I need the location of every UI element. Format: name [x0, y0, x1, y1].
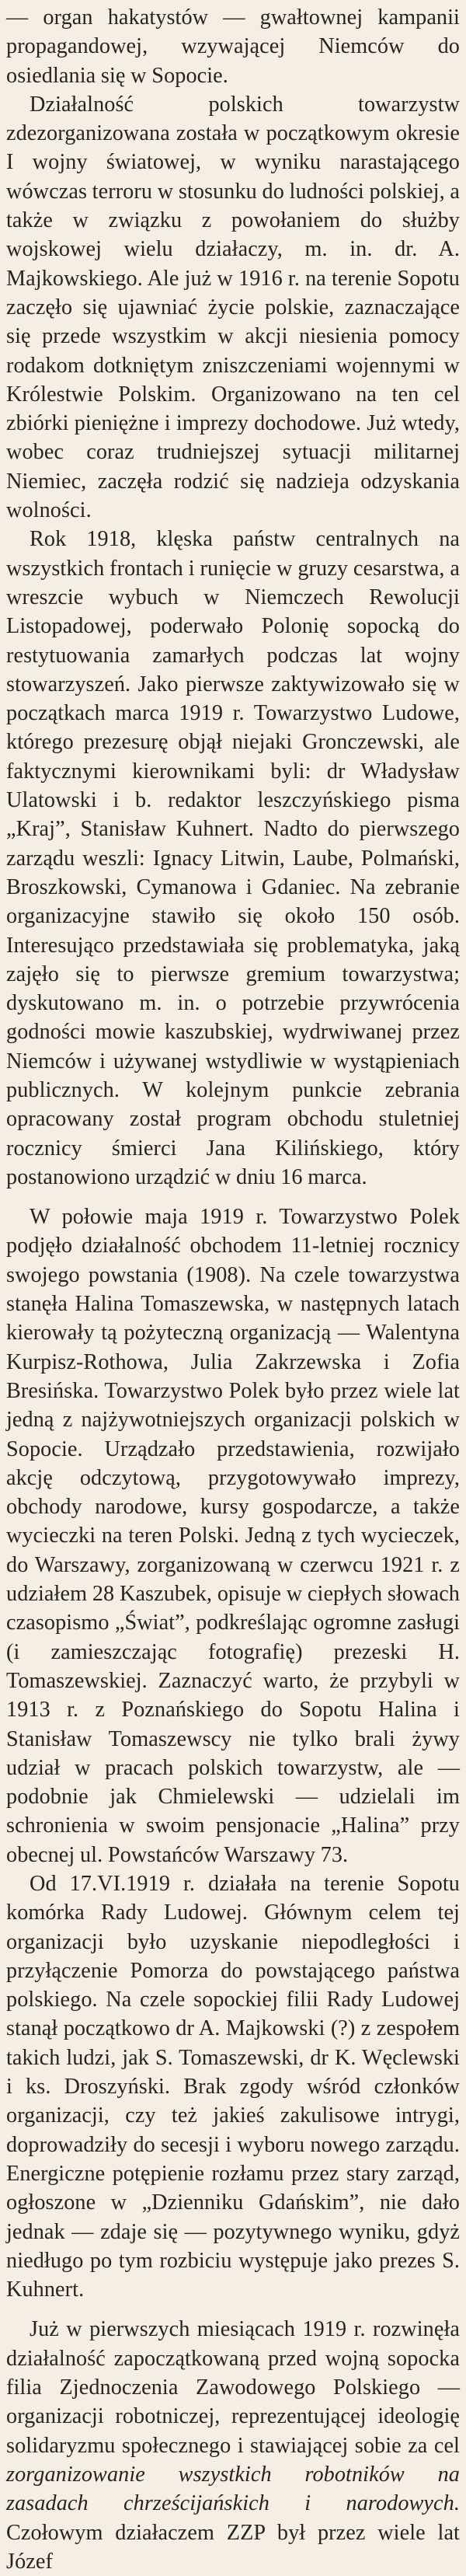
article-paragraph: [6, 2315, 460, 2576]
paragraph-text: Już w pierwszych miesiącach 1919 r. rozwinęła działalność zapoczątkowaną przed wojną sopocka filia Zjednoczenia Zawodowego Polskiego — organizacji robotniczej, reprezentującej ideologię solidaryzmu społecznego i stawiającej sobie za cel: [6, 2317, 460, 2458]
article-paragraph: [6, 1869, 460, 2304]
paragraph-text: W połowie maja 1919 r. Towarzystwo Polek podjęło działalność obchodem 11-letniej rocznicy swojego powstania (1908). Na czele towarzystwa stanęła Halina Tomaszewska, w następnych latach kierowały tą pożyteczną organizacją — Walentyna Kurpisz-Rothowa, Julia Zakrzewska i Zofia Bresińska. Towarzystwo Polek było przez wiele lat jedną z najżywotniejszych organizacji polskich w Sopocie. Urządzało przedstawienia, rozwijało akcję odczytową, przygotowywało imprezy, obchody narodowe, kursy gospodarcze, a także wycieczki na teren Polski. Jedną z tych wycieczek, do Warszawy, zorganizowaną w czerwcu 1921 r. z udziałem 28 Kaszubek, opisuje w ciepłych słowach czasopismo „Świat”, podkreślając ogromne zasługi (i zamieszczając fotografię) prezeski H. Tomaszewskiej. Zaznaczyć warto, że przybyli w 1913 r. z Poznańskiego do Sopotu Halina i Stanisław Tomaszewscy nie tylko brali żywy udział w pracach polskich towarzystw, ale — podobnie jak Chmielewski — udzielali im schronienia w swoim pensjonacie „Halina” przy obecnej ul. Powstańców Warszawy 73.: [6, 1205, 460, 1867]
article-paragraph: [6, 3, 460, 90]
italic-text: zorganizowanie wszystkich robotników na zasadach chrześcijańskich i narodowych.: [6, 2462, 460, 2516]
article-paragraph: [6, 1202, 460, 1869]
paragraph-text: Działalność polskich towarzystw zdezorganizowana została w początkowym okresie I wojny światowej, w wyniku narastającego wówczas terroru w stosunku do ludności polskiej, a także w związku z powołaniem do służby wojskowej wielu działaczy, m. in. dr. A. Majkowskiego. Ale już w 1916 r. na terenie Sopotu zaczęło się ujawniać życie polskie, zaznaczające się przede wszystkim w akcji niesienia pomocy rodakom dotkniętym zniszczeniami wojennymi w Królestwie Polskim. Organizowano na ten cel zbiórki pieniężne i imprezy dochodowe. Już wtedy, wobec coraz trudniejszej sytuacji militarnej Niemiec, zaczęła rodzić się nadzieja odzyskania wolności.: [6, 92, 460, 523]
paragraph-text: Od 17.VI.1919 r. działała na terenie Sopotu komórka Rady Ludowej. Głównym celem tej organizacji było uzyskanie niepodległości i przyłączenie Pomorza do powstającego państwa polskiego. Na czele sopockiej filii Rady Ludowej stanął początkowo dr A. Majkowski (?) z zespołem takich ludzi, jak S. Tomaszewski, dr K. Węclewski i ks. Droszyński. Brak zgody wśród członków organizacji, czy też jakieś zakulisowe intrygi, doprowadziły do secesji i wyboru nowego zarządu. Energiczne potępienie rozłamu przez stary zarząd, ogłoszone w „Dzienniku Gdańskim”, nie dało jednak — zdaje się — pozytywnego wyniku, gdyż niedługo po tym rozbiciu występuje jako prezes S. Kuhnert.: [6, 1872, 460, 2302]
article-paragraph: [6, 90, 460, 525]
paragraph-text: — organ hakatystów — gwałtownej kampanii propagandowej, wzywającej Niemców do osiedlania się w Sopocie.: [6, 5, 460, 88]
article-paragraph: [6, 525, 460, 1192]
paragraph-text: Rok 1918, klęska państw centralnych na wszystkich frontach i runięcie w gruzy cesarstwa, a wreszcie wybuch w Niemczech Rewolucji Listopadowej, poderwało Polonię sopocką do restytuowania zamarłych podczas lat wojny stowarzyszeń. Jako pierwsze zaktywizowało się w początkach marca 1919 r. Towarzystwo Ludowe, którego prezesurę objął niejaki Gronczewski, ale faktycznymi kierownikami byli: dr Władysław Ulatowski i b. redaktor leszczyńskiego pisma „Kraj”, Stanisław Kuhnert. Nadto do pierwszego zarządu weszli: Ignacy Litwin, Laube, Polmański, Broszkowski, Cymanowa i Gdaniec. Na zebranie organizacyjne stawiło się około 150 osób. Interesująco przedstawiała się problematyka, jaką zajęło się to pierwsze gremium towarzystwa; dyskutowano m. in. o potrzebie przywrócenia godności mowie kaszubskiej, wydrwiwanej przez Niemców i używanej wstydliwie w wystąpieniach publicznych. W kolejnym punkcie zebrania opracowany został program obchodu stuletniej rocznicy śmierci Jana Kilińskiego, który postanowiono urządzić w dniu 16 marca.: [6, 527, 460, 1189]
paragraph-text: Czołowym działaczem ZZP był przez wiele lat Józef: [6, 2520, 460, 2574]
